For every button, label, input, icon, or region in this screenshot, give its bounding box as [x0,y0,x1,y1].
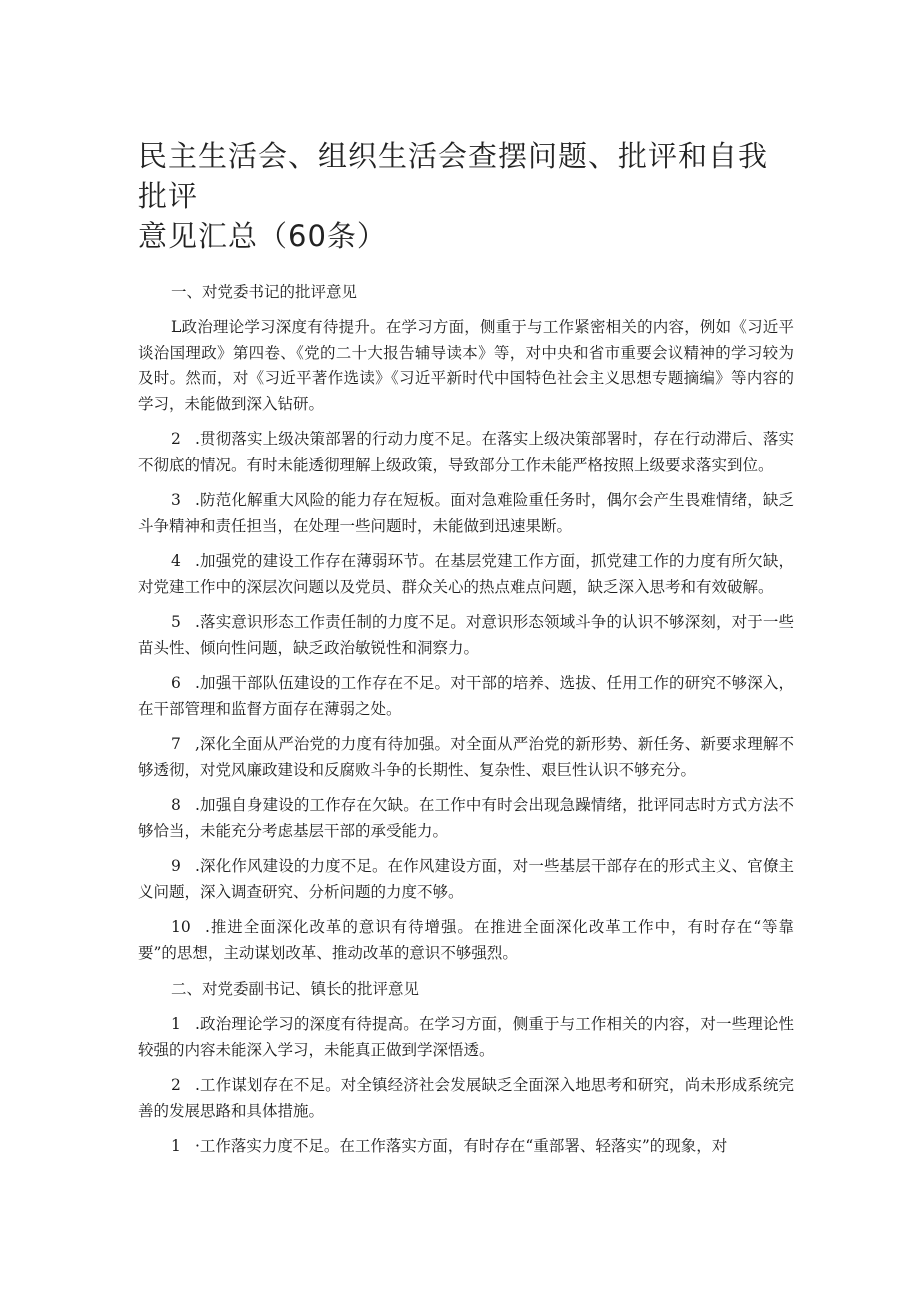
section-heading-1: 一、对党委书记的批评意见 [171,283,358,301]
item-number: 1 [171,1137,181,1155]
item-number: 1 [171,1015,181,1033]
item-text: ,深化全面从严治党的力度有待加强。对全面从严治党的新形势、新任务、新要求理解不够透彻，对党风廉政建设和反腐败斗争的长期性、复杂性、艰巨性认识不够充分。 [138,735,794,779]
section-heading-2: 二、对党委副书记、镇长的批评意见 [171,980,420,998]
list-item [138,793,794,844]
document-title [138,136,794,256]
list-item [138,610,794,661]
item-number: 7 [171,735,181,753]
item-number: 9 [171,857,181,875]
item-number: 2 [171,430,181,448]
item-number: 10 [171,918,191,936]
list-item [138,315,794,417]
list-item [138,427,794,478]
list-item [138,732,794,783]
item-text: .深化作风建设的力度不足。在作风建设方面，对一些基层干部存在的形式主义、官僚主义问题，深入调查研究、分析问题的力度不够。 [138,857,794,901]
list-item [138,1073,794,1124]
list-item [138,854,794,905]
list-item [138,1134,794,1160]
item-text: .政治理论学习的深度有待提高。在学习方面，侧重于与工作相关的内容，对一些理论性较强的内容未能深入学习，未能真正做到学深悟透。 [138,1015,794,1059]
list-item [138,549,794,600]
item-text: .落实意识形态工作责任制的力度不足。对意识形态领域斗争的认识不够深刻，对于一些苗头性、倾向性问题，缺乏政治敏锐性和洞察力。 [138,613,794,657]
list-item [138,671,794,722]
item-number: 3 [171,491,181,509]
title-line-2: 意见汇总（60条） [138,219,387,253]
document-page [138,136,794,1160]
item-number: 4 [171,552,181,570]
item-number: 6 [171,674,181,692]
item-text: .加强干部队伍建设的工作存在不足。对干部的培养、选拔、任用工作的研究不够深入，在干部管理和监督方面存在薄弱之处。 [138,674,794,718]
item-text: .加强自身建设的工作存在欠缺。在工作中有时会出现急躁情绪，批评同志时方式方法不够恰当，未能充分考虑基层干部的承受能力。 [138,796,794,840]
item-text: 政治理论学习深度有待提升。在学习方面，侧重于与工作紧密相关的内容，例如《习近平谈治国理政》第四卷、《党的二十大报告辅导读本》等，对中央和省市重要会议精神的学习较为及时。然而，对《习近平著作选读》《习近平新时代中国特色社会主义思想专题摘编》等内容的学习，未能做到深入钻研。 [138,318,794,413]
list-item [138,488,794,539]
list-item [138,1012,794,1063]
item-number: 2 [171,1076,181,1094]
item-text: .推进全面深化改革的意识有待增强。在推进全面深化改革工作中，有时存在“等靠要”的思想，主动谋划改革、推动改革的意识不够强烈。 [138,918,794,962]
item-text: .工作谋划存在不足。对全镇经济社会发展缺乏全面深入地思考和研究，尚未形成系统完善的发展思路和具体措施。 [138,1076,794,1120]
list-item [138,915,794,966]
title-line-1: 民主生活会、组织生活会查摆问题、批评和自我批评 [138,139,769,213]
item-text: ·工作落实力度不足。在工作落实方面，有时存在“重部署、轻落实”的现象，对 [195,1137,728,1155]
item-text: .贯彻落实上级决策部署的行动力度不足。在落实上级决策部署时，存在行动滞后、落实不彻底的情况。有时未能透彻理解上级政策，导致部分工作未能严格按照上级要求落实到位。 [138,430,794,474]
item-number: L [171,318,182,336]
item-number: 8 [171,796,181,814]
item-text: .防范化解重大风险的能力存在短板。面对急难险重任务时，偶尔会产生畏难情绪，缺乏斗争精神和责任担当，在处理一些问题时，未能做到迅速果断。 [138,491,794,535]
item-number: 5 [171,613,181,631]
item-text: .加强党的建设工作存在薄弱环节。在基层党建工作方面，抓党建工作的力度有所欠缺，对党建工作中的深层次问题以及党员、群众关心的热点难点问题，缺乏深入思考和有效破解。 [138,552,794,596]
